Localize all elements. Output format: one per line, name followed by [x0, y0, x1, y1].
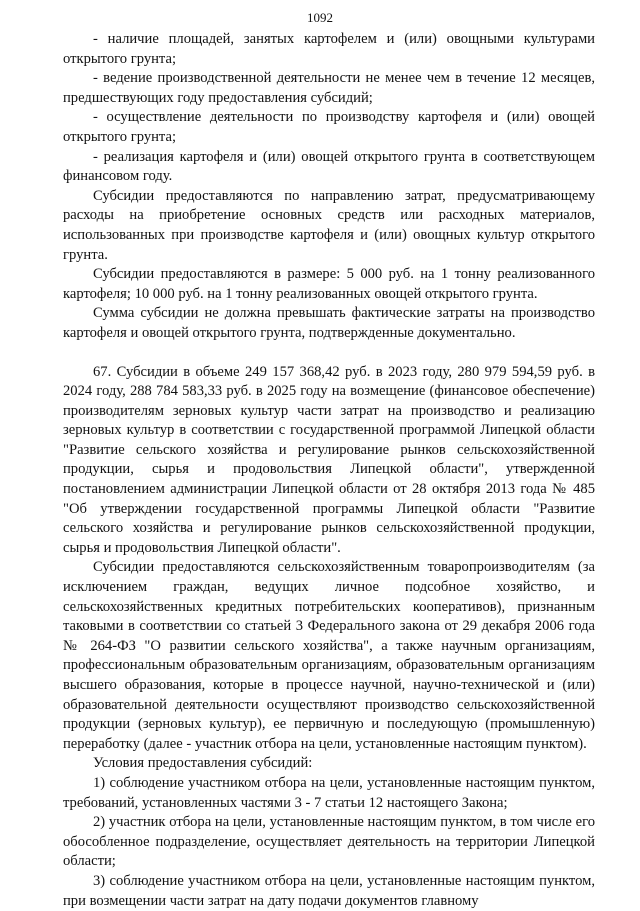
list-item-sale: - реализация картофеля и (или) овощей открытого грунта в соответствующем финансовом году.	[63, 148, 595, 185]
paragraph-section-67: 67. Субсидии в объеме 249 157 368,42 руб. в 2023 году, 280 979 594,59 руб. в 2024 году, 288 784 583,33 руб. в 2025 году на возмещение (финансовое обеспечение) производителям зерновых культур части затрат на производство и реализацию зерновых культур в соответствии с государственной программой Липецкой области "Развитие сельского хозяйства и регулирование рынков сельскохозяйственной продукции, сырья и продовольствия Липецкой области", утвержденной постановлением администрации Липецкой области от 28 октября 2013 года № 485 "Об утверждении государственной программы Липецкой области "Развитие сельского хозяйства и регулирование рынков сельскохозяйственной продукции, сырья и продовольствия Липецкой области".	[63, 363, 595, 556]
document-body	[63, 30, 595, 911]
list-item-production: - осуществление деятельности по производству картофеля и (или) овощей открытого грунта;	[63, 109, 595, 145]
paragraph-subsidy-limit: Сумма субсидии не должна превышать фактические затраты на производство картофеля и овощей открытого грунта, подтвержденные документально.	[63, 305, 595, 341]
page-number: 1092	[307, 10, 333, 25]
condition-item-1: 1) соблюдение участником отбора на цели, установленные настоящим пунктом, требований, установленных частями 3 - 7 статьи 12 настоящего Закона;	[63, 774, 595, 811]
list-item-area: - наличие площадей, занятых картофелем и (или) овощными культурами открытого грунта;	[63, 31, 595, 67]
list-item-activity-period: - ведение производственной деятельности не менее чем в течение 12 месяцев, предшествующих году предоставления субсидий;	[63, 70, 595, 106]
condition-item-2: 2) участник отбора на цели, установленные настоящим пунктом, в том числе его обособленное подразделение, осуществляет деятельность на территории Липецкой области;	[63, 814, 595, 870]
paragraph-conditions-heading: Условия предоставления субсидий:	[93, 755, 313, 772]
paragraph-cost-direction: Субсидии предоставляются по направлению затрат, предусматривающему расходы на приобретение основных средств или расходных материалов, использованных при производстве картофеля и (или) овощных культур открытого грунта.	[63, 187, 595, 263]
condition-item-3: 3) соблюдение участником отбора на цели, установленные настоящим пунктом, при возмещении части затрат на дату подачи документов главному	[63, 872, 595, 909]
paragraph-recipients: Субсидии предоставляются сельскохозяйственным товаропроизводителям (за исключением граждан, ведущих личное подсобное хозяйство, и сельскохозяйственных кредитных потребительских кооперативов), признанным таковыми в соответствии со статьей 3 Федерального закона от 29 декабря 2006 года № 264-ФЗ "О развитии сельского хозяйства", а также научным организациям, профессиональным образовательным организациям, образовательным организациям высшего образования, которые в процессе научной, научно-технической и (или) образовательной деятельности осуществляют производство сельскохозяйственной продукции (зерновых культур), ее первичную и последующую (промышленную) переработку (далее - участник отбора на цели, установленные настоящим пунктом).	[63, 559, 595, 752]
paragraph-subsidy-rate: Субсидии предоставляются в размере: 5 000 руб. на 1 тонну реализованного картофеля; 10 000 руб. на 1 тонну реализованных овощей открытого грунта.	[63, 266, 595, 302]
